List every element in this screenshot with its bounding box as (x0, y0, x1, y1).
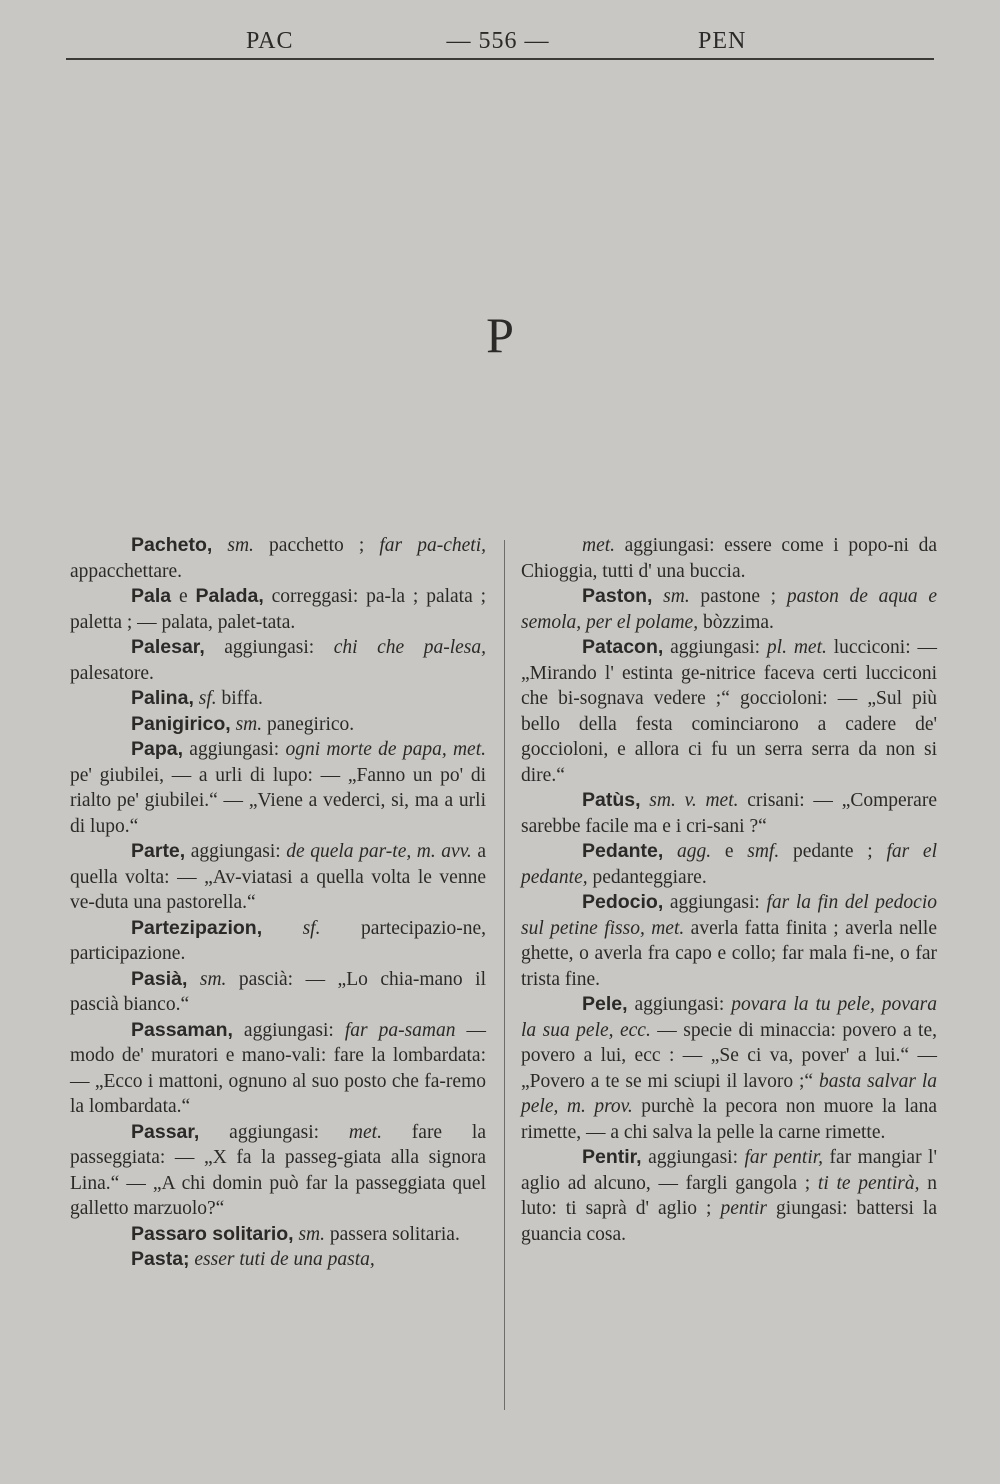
entry-italic-text: ti te pentirà, (817, 1172, 920, 1194)
entry-text: aggiungasi: essere come i popo-ni da Chioggia, tutti d' una buccia. (521, 535, 937, 582)
dictionary-entry (70, 1247, 486, 1273)
entry-italic-text: sf. (262, 917, 321, 939)
entry-text: n luto: ti saprà d' aglio ; (521, 1172, 937, 1219)
entry-text: panegirico. (262, 713, 355, 735)
entry-italic-text: met. (348, 1121, 382, 1143)
entry-italic-text: sm. v. met. (640, 790, 739, 811)
dictionary-entry (70, 635, 486, 686)
section-letter: P (486, 307, 514, 363)
dictionary-entry (70, 967, 486, 1018)
entry-italic-text: sm. (230, 713, 263, 735)
entry-text: bòzzima. (698, 611, 774, 633)
entry-italic-text: pentir (720, 1198, 768, 1219)
entry-italic-text: povara la tu pele, povara la sua pele, ecc. (521, 994, 937, 1041)
entry-text: e (171, 586, 196, 607)
entry-text: aggiungasi: (204, 637, 334, 658)
entry-italic-text: de quela par-te, m. avv. (286, 841, 472, 862)
entry-italic-text: smf. (747, 841, 780, 862)
entry-text: purchè la pecora non muore la lana rimette, — a chi salva la pelle la carne rimette. (521, 1096, 937, 1143)
entry-headword: Parte, (131, 840, 186, 862)
entry-headword: Patacon, (582, 636, 664, 658)
entry-text: pe' giubilei, — a urli di lupo: — „Fanno un po' di rialto pe' giubilei.“ — „Viene a vederci, si, ma a urli di lupo.“ (70, 764, 486, 837)
entry-text: passera solitaria. (325, 1223, 460, 1245)
entry-italic-text: ogni morte de papa, met. (285, 739, 486, 760)
entry-italic-text: met. (582, 535, 616, 556)
entry-text: aggiungasi: (663, 892, 767, 913)
entry-headword: Paston, (582, 585, 653, 607)
entry-headword: Pedante, (582, 840, 664, 862)
dictionary-entry (521, 890, 937, 992)
entry-text: — specie di minaccia: povero a te, povero a lui, ecc : — „Se ci va, pover' a lui.“ — „Povero a te se mi sciupi il lavoro ;“ (521, 1019, 938, 1092)
entry-text: aggiungasi: (199, 1121, 349, 1143)
entry-headword: Passaman, (131, 1018, 233, 1041)
entry-italic-text: esser tuti de una pasta, (189, 1249, 375, 1270)
entry-text: lucciconi: — „Mirando l' estinta ge-nitrice faceva certi lucciconi che bi-sognava vedere ;“ goccioloni: — „Sul più bello della festa cominciarono a cadere de' goccioloni, e allora ci fu un serra serra da non si dire.“ (521, 637, 937, 786)
entry-text: a quella volta: — „Av-viatasi a quella volta le venne ve-duta una pastorella.“ (70, 841, 487, 913)
entry-headword: Passar, (131, 1120, 200, 1143)
dictionary-entry (70, 1222, 486, 1248)
entry-text: — modo de' muratori e mano-vali: fare la lombardata: — „Ecco i mattoni, ognuno al suo posto che fa-remo la lombardata.“ (70, 1019, 487, 1117)
dictionary-entry (70, 1018, 486, 1120)
entry-headword: Pedocio, (582, 891, 664, 913)
entry-italic-text: far pa-cheti, (379, 535, 486, 556)
dictionary-entry (521, 992, 937, 1145)
entry-text: far mangiar l' aglio ad alcuno, — fargli gangola ; (521, 1147, 937, 1194)
entry-text: giungasi: battersi la guancia cosa. (521, 1198, 938, 1245)
entry-text: aggiungasi: (641, 1147, 745, 1168)
dictionary-entry (521, 788, 937, 839)
entry-italic-text: basta salvar la pele, m. prov. (521, 1070, 937, 1117)
entry-text: correggasi: pa-la ; palata ; paletta ; — palata, palet-tata. (70, 586, 487, 633)
entry-text: aggiungasi: (663, 637, 767, 658)
entry-text: e (711, 841, 748, 862)
dictionary-entry (521, 533, 937, 584)
dictionary-entry (70, 686, 486, 712)
dictionary-entry (521, 635, 937, 788)
dictionary-entry (70, 1120, 486, 1222)
entry-italic-text: sm. (652, 586, 690, 607)
entry-text: aggiungasi: (185, 841, 287, 862)
entry-italic-text: sm. (293, 1223, 325, 1245)
entry-text: pastone ; (689, 586, 787, 607)
entry-headword: Pele, (582, 993, 628, 1015)
entry-italic-text: sm. (187, 968, 227, 990)
entry-text: appacchettare. (70, 560, 183, 582)
entry-italic-text: paston de aqua e semola, per el polame, (521, 586, 938, 633)
entry-text: fare la passeggiata: — „X fa la passeg-giata alla signora Lina.“ — „A chi domin può far la passeggiata quel galletto marzuolo?“ (70, 1121, 487, 1219)
entry-text: biffa. (216, 688, 263, 709)
entry-text: pascià: — „Lo chia-mano il pascià bianco.“ (70, 968, 486, 1015)
entry-text: averla fatta finita ; averla nelle ghette, o averla fra capo e collo; far mala fi-ne, o far trista fine. (521, 917, 937, 990)
entry-headword: Pala (131, 585, 172, 607)
entry-headword: Palina, (131, 687, 194, 709)
dictionary-entry (521, 839, 937, 890)
entry-italic-text: far pa-saman (344, 1019, 456, 1041)
header-rule (66, 58, 934, 60)
dictionary-entry (70, 533, 486, 584)
column-divider (504, 540, 505, 1410)
entry-italic-text: far el pedante, (521, 841, 938, 888)
entry-headword: Partezipazion, (131, 916, 263, 939)
running-header (66, 28, 934, 56)
entry-italic-text: agg. (663, 841, 712, 862)
right-column (521, 533, 937, 1247)
entry-italic-text: far la fin del pedocio sul petine fisso, met. (521, 892, 937, 939)
entry-headword: Pasta; (131, 1248, 190, 1270)
entry-text: crisani: — „Comperare sarebbe facile ma e i cri-sani ?“ (521, 790, 937, 837)
entry-italic-text: chi che pa-lesa, (333, 637, 486, 658)
entry-headword: Papa, (131, 738, 184, 760)
entry-headword: Pasià, (131, 967, 188, 990)
entry-text: pacchetto ; (253, 535, 380, 556)
header-right-guideword: PEN (698, 28, 747, 54)
entry-italic-text: sf. (193, 688, 217, 709)
entry-text: aggiungasi: (232, 1019, 345, 1041)
entry-text: palesatore. (70, 662, 154, 684)
entry-italic-text: sm. (212, 535, 254, 556)
dictionary-entry (70, 916, 486, 967)
entry-headword: Passaro solitario, (131, 1222, 294, 1245)
dictionary-entry (70, 712, 486, 738)
entry-headword: Pacheto, (131, 534, 213, 556)
dictionary-entry (70, 584, 486, 635)
entry-text: pedanteggiare. (587, 866, 707, 888)
entry-italic-text: pl. met. (766, 637, 827, 658)
dictionary-entry (70, 839, 486, 916)
entry-text: aggiungasi: (183, 739, 286, 760)
dictionary-entry (521, 1145, 937, 1247)
entry-text: aggiungasi: (627, 994, 732, 1015)
entry-headword: Pentir, (582, 1146, 642, 1168)
header-left-guideword: PAC (246, 28, 294, 54)
entry-text: pedante ; (779, 841, 887, 862)
entry-italic-text: far pentir, (744, 1147, 824, 1168)
entry-headword: Palada, (195, 585, 264, 607)
entry-headword: Palesar, (131, 636, 205, 658)
left-column (70, 533, 486, 1273)
entry-text: partecipazio-ne, participazione. (70, 917, 486, 964)
page-number: — 556 — (446, 28, 550, 54)
entry-headword: Panigirico, (131, 712, 231, 735)
entry-headword: Patùs, (582, 789, 641, 811)
dictionary-entry (521, 584, 937, 635)
dictionary-entry (70, 737, 486, 839)
